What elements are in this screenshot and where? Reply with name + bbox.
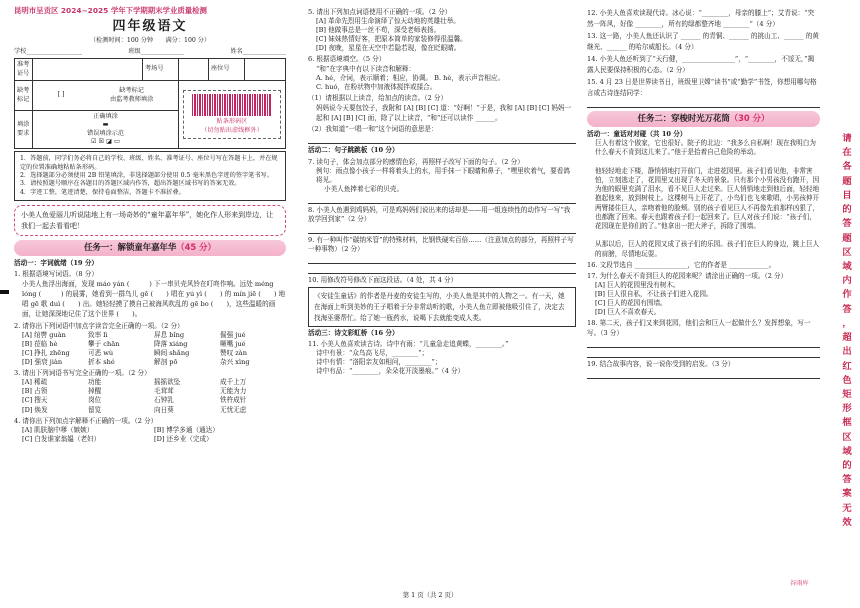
q3-options xyxy=(14,378,286,414)
zkz-label: 准考证号 xyxy=(15,59,33,81)
q18-answer-2[interactable] xyxy=(587,349,820,358)
q3-option-2: 摇摇欲坠 xyxy=(154,378,181,387)
q19-answer[interactable] xyxy=(587,370,820,379)
q2-option-11: 赞叹 zàn xyxy=(220,348,247,357)
q2-option-0[interactable]: [A] 绾辔 guàn xyxy=(22,330,66,339)
q4-title: 4. 请你出下列加点字解释不正确的一项。（2 分） xyxy=(14,416,158,425)
q9-answer-2[interactable] xyxy=(308,265,576,274)
name-label: 姓名 xyxy=(230,47,243,55)
q5-option-3[interactable]: [D] 夜晚，星星在天空中若隐若现，像在眨眼睛。 xyxy=(316,44,461,53)
page-title: 四年级语文 xyxy=(112,19,188,35)
q3-option-7: 无能为力 xyxy=(220,387,247,396)
q2-option-15: 杂兴 xìng xyxy=(220,358,250,367)
q11-line-d: 诗中有品：“________，朵朵花开淡墨痕。”（4 分） xyxy=(316,367,465,376)
q3-option-5: 掉醒 xyxy=(88,387,102,396)
q4-options xyxy=(14,426,286,444)
q7-answer[interactable] xyxy=(308,195,576,204)
q2-option-2: 屏息 bǐng xyxy=(154,330,185,339)
barcode-note: （切勿贴出虚线框外） xyxy=(201,126,263,134)
q17-option-3[interactable]: [D] 巨人不喜欢春天。 xyxy=(595,308,661,317)
q10-title: 10. 用修改符号修改下面这段话。（4 处，共 4 分） xyxy=(308,276,458,285)
q5-option-2[interactable]: [C] 妹妹热情好客，把原本简单的家装修得很温馨。 xyxy=(316,35,467,44)
q7-title: 7. 读句子，体会加点部分的感情色彩，再照样子改写下面的句子。（2 分） xyxy=(308,157,524,166)
q10-passage: 《安徒生童话》的作者是丹麦的安徒生写的，小美人鱼是其中的人物之一。有一天，她在海面上听到美妙的王子唱着于分非常动听的歌，小美人鱼立即被他吸引住了，决定去找海巫婆帮忙。给了她一瓶药水，说喝下去就能变成人类。 xyxy=(308,287,576,327)
q4-option-1[interactable]: [B] 博学多通（通达） xyxy=(154,425,219,434)
task1-points: （45 分） xyxy=(176,242,216,253)
q1-text: 小美人鱼浮出海面，发现 máo yán ( ) 下一串贝壳风铃在叮咚作响。远处 méng lóng ( ) 的晨雾，她看到一群鸟儿 gē ( ) 唱在 yú yì ( ) 的 mín jiē ( ) 地唱 gē 歌 duì ( ) 出。她轻轻摸了摸自己被海风吹乱的 gē bo ( )，这些温暖的画面，让她深深地记住了这个世界 ( )。 xyxy=(22,279,286,319)
q3-option-15: 无忧无虑 xyxy=(220,405,247,414)
class-label: 班级 xyxy=(128,47,141,55)
act4-title: 活动一：童话对对碰（共 10 分） xyxy=(587,129,687,138)
q15-answer[interactable] xyxy=(587,99,820,108)
column-1 xyxy=(14,6,286,444)
brand-logo: 谷雨库 xyxy=(790,580,809,587)
side-notice: 请 在 各 题 目 的 答 题 区 域 内 作 答 ， 超 出 红 色 矩 形 框 区 域 的 答 案 无 效 xyxy=(842,133,852,528)
barcode-icon xyxy=(192,94,272,116)
q19-title: 19. 结合故事内容，说一说你受到的启发。（3 分） xyxy=(587,359,735,368)
q5-option-1[interactable]: [B] 他做事总是一丝不苟，深受老师表扬。 xyxy=(316,26,441,35)
q3-title: 3. 请出下列词语书写完全正确的一项。（2 分） xyxy=(14,369,151,378)
exam-rules: 1．答题前，同学们务必将自己的学校、班级、姓名、准考证号、座位号写在答题卡上，并在规定的位置准确地粘贴条形码。 2．选择题部分必须使用 2B 铅笔填涂，非选择题部分使用 0.5 毫米黑色字迹的签字笔书写。 3．请按照题号顺序在各题目的答题区域内作答，超出答题区域书写的答案无效。 4．字迹工整，笔迹清楚，保持卷面整洁，答题卡不准折叠。 xyxy=(14,151,286,201)
q2-option-4[interactable]: [B] 莅临 hè xyxy=(22,339,58,348)
q14-title: 14. 小美人鱼还听到了“天行健，________________”，“________，不馁无，”揭露人民要保持积极的心态。（2 分） xyxy=(587,55,815,74)
q17-options xyxy=(587,281,820,317)
act3-title: 活动三：诗文彩虹桥（16 分） xyxy=(308,329,399,338)
q2-option-10: 瞬间 shǎng xyxy=(154,348,190,357)
wrong-glyph: ☑ ☒ ◪ ▭ xyxy=(91,138,120,146)
task1-banner xyxy=(14,240,286,256)
q3-option-4[interactable]: [B] 占领 xyxy=(22,387,48,396)
alignment-marker xyxy=(0,290,9,294)
wrong-label: 错误填涂示范 xyxy=(86,129,125,137)
q5-option-0[interactable]: [A] 革命先烈用生命演绎了惊天动地的英雄壮举。 xyxy=(316,17,460,26)
q9-title: 9. 有一种叫作“碳纳米管”的特殊材料，比钢铁硬实百倍……（注意加点的部分，再照样子写一种事物）（2 分） xyxy=(308,236,574,254)
q3-option-11: 铁杵成针 xyxy=(220,396,247,405)
q1-title: 1. 根据语境写词语。（8 分） xyxy=(14,269,98,278)
q5-title: 5. 请出下列加点词语使用不正确的一项。（2 分） xyxy=(308,8,452,16)
q3-option-12[interactable]: [D] 焕发 xyxy=(22,405,48,414)
act1-title: 活动一：字词就绪（19 分） xyxy=(14,258,99,267)
task1-title: 任务一：解锁童年嘉年华 xyxy=(84,242,177,253)
correct-glyph: ▬ xyxy=(102,121,109,129)
q16-title: 16. 文段节选自 ________________，它的作者是 ____________。 xyxy=(587,260,776,269)
q8-answer[interactable] xyxy=(308,225,576,234)
page-footer: 第 1 页（共 2 页） xyxy=(402,591,458,599)
q13-title: 13. 这一路，小美人鱼还认识了 ______ 的青铜、______ 的挑山工、______ 的黄继光、______ 的哈尔威船长。（4 分） xyxy=(587,32,819,51)
q2-options xyxy=(14,331,286,367)
q5-options xyxy=(308,17,576,53)
q2-option-5: 攀于 chān xyxy=(88,339,120,348)
tutu-label: 填涂要求 xyxy=(15,111,33,149)
q17-option-1[interactable]: [B] 巨人很自私，不让孩子们进入花园。 xyxy=(595,290,713,299)
q7-text: 例句：雨点像小孩子一样将着头上的水，用手抹一下眼睛和鼻子，“嘿里吹着气，要看鸽将见。 xyxy=(316,166,570,184)
q11-title: 11. 小美人鱼喜欢读古诗。诗中有雨：“儿童急走追黄蝶，________。” xyxy=(308,340,509,349)
q8-title: 8. 小美人鱼遇到鸡妈妈，可是鸡妈妈们说出来的话却是——用一组连续性的动作写一写“我放学回到家”（2 分） xyxy=(308,205,571,224)
quekao-label: 缺考标记 xyxy=(15,81,33,111)
q3-option-1: 功能 xyxy=(88,378,102,387)
q17-title: 17. 为什么春天不肯到巨人的花园来呢？请涂出正确的一项。（2 分） xyxy=(587,272,788,280)
school-label: 学校 xyxy=(14,47,27,55)
q17-option-0[interactable]: [A] 巨人的花园里没有树木。 xyxy=(595,281,680,290)
task2-points: （30 分） xyxy=(729,113,770,124)
info-table xyxy=(14,58,286,149)
barcode-area xyxy=(179,81,286,149)
exam-meta: （检测时间：100 分钟 满分：100 分） xyxy=(89,37,211,45)
student-info-line: 学校__________________ 班级______________ 姓名______________ xyxy=(14,47,286,55)
column-2 xyxy=(308,6,576,377)
column-3 xyxy=(587,6,820,380)
q12-title: 12. 小美人鱼喜欢读现代诗。冰心说：“________，母亲的膝上”；艾青说：“突然一阵风，好像 ________，所有的绿都整齐地 ________”（4 分） xyxy=(587,9,815,28)
exam-header: 昆明市呈贡区 2024~2025 学年下学期期末学业质量检测 xyxy=(14,6,207,15)
q3-option-3: 成千上万 xyxy=(220,378,247,387)
q6-title: 6. 根据语境填空。（5 分） xyxy=(308,55,386,64)
zwh-label: 座位号 xyxy=(209,59,245,81)
q9-answer-1[interactable] xyxy=(308,255,576,264)
quekao-checkbox[interactable]: [ ] xyxy=(57,91,65,99)
q2-option-7: 噘嘴 jué xyxy=(220,339,246,348)
zwh-field[interactable] xyxy=(245,59,286,81)
correct-label: 正确填涂 xyxy=(93,112,118,120)
q18-answer-1[interactable] xyxy=(587,339,820,348)
q2-option-14: 解剖 pō xyxy=(154,358,178,367)
q2-option-6: 降落 xiáng xyxy=(154,339,188,348)
q2-title: 2. 请你出下列词语中加点字读音完全正确的一项。（2 分） xyxy=(14,321,184,330)
q18-title: 18. 第二天，孩子们又来到花园，他们会和巨人一起做什么？发挥想象，写一写。（3 分） xyxy=(587,319,811,337)
q3-option-14: 向日葵 xyxy=(154,405,174,414)
q2-option-8[interactable]: [C] 挣扎 zhēng xyxy=(22,348,70,357)
q7-sub: 小美人鱼捧着七彩的贝壳。 xyxy=(324,184,404,193)
q17-option-2[interactable]: [C] 巨人的花园有围墙。 xyxy=(595,299,667,308)
kch-label: 考场号 xyxy=(143,59,179,81)
q3-option-9: 岗位 xyxy=(88,396,102,405)
q3-option-13: 留览 xyxy=(88,405,102,414)
q6-2-title: （2）我知道“一唱一和”这个词语的意思是： xyxy=(308,125,438,134)
quekao-note: 缺考标记 由监考教师填涂 xyxy=(109,87,154,103)
q2-option-3: 倔强 jué xyxy=(220,330,246,339)
q3-option-0[interactable]: [A] 稀疏 xyxy=(22,378,48,387)
q6-1-title: （1）请根据以上读音，给加点的读音。（2 分） xyxy=(308,93,448,102)
kch-field[interactable] xyxy=(179,59,209,81)
q11-line-c: 诗中有情：“洛阳亲友如相问，________”； xyxy=(316,358,442,367)
q3-option-10: 石钟乳 xyxy=(154,396,174,405)
q11-line-b: 诗中有景：“众鸟高飞尽，________”； xyxy=(316,349,429,358)
q2-option-1: 致率 lì xyxy=(88,330,108,339)
q15-title: 15. 4 月 23 日是世界读书日，班级里卫嫦“读书”或“勤学”书签，你想用哪句格言或古诗连结同学： xyxy=(587,78,817,97)
task2-banner xyxy=(587,111,820,127)
zkz-field[interactable] xyxy=(33,59,143,81)
q3-option-8[interactable]: [C] 搜天 xyxy=(22,396,48,405)
story-passage: 巨人有着这个傲家，它也很好。院子的北边：“我多么自私啊！现在我明白为什么春天不肯到这儿来了。”他于是拾着自己危险的举动。 他轻轻地走下楼，静悄悄地打开前门，走进花园里。孩子们看见他，非常害怕，立刻逃走了，花园里又出现了冬天的景象。只有那个小男孩没有跑开，因为他的眼里充满了泪水，看不见巨人走过来。巨人悄悄地走到他后面，轻轻地抱起他来，放到树枝上。这棵树马上开花了，小鸟们也飞来歌唱，小男孩伸开两臂搂住巨人，亲吻着他的脸颊。别的孩子看见巨人不再像先前那样凶狠了，也都跑了回来。春天也跟着孩子们一起回来了。巨人对孩子们说：“孩子们，花园现在是你们的了。”他拿出一把大斧子，拆除了围墙。 从那以后，巨人的花园又成了孩子们的乐园。孩子们在巨人的身边，跳上巨人的肩膀，尽情地玩耍。 xyxy=(595,139,820,258)
intro-box: 小美人鱼爱丽儿听说陆地上有一场奇妙的“童年嘉年华”，她化作人形来到岸边，让我们一起去看看吧！ xyxy=(14,205,286,236)
q4-option-3[interactable]: [D] 还乡业（完成） xyxy=(154,434,213,443)
q2-option-9: 可恶 wù xyxy=(88,348,114,357)
q6-2-answer[interactable] xyxy=(308,135,576,144)
q4-option-0[interactable]: [A] 肌肤脑中嗲（嫉嫉） xyxy=(22,425,94,434)
q6-1-text: 妈妈说今天要包饺子，我附和 [A] [B] [C] 道：“好啊！”于是，我和 [A] [B] [C] 妈妈一起和 [A] [B] [C] 面，除了以上读音，“和”还可以读作 ______。 xyxy=(316,103,572,123)
act2-title: 活动二：句子跳跳板（10 分） xyxy=(308,146,399,155)
q6-definitions: A. hé，介词，表示顺着；相应，协调。 B. hè，表示声音相应。 C. huó，在粉状物中加液体搅拌或揉合。 xyxy=(316,73,505,91)
q6-text: “和”在字典中有以下读音和解释： xyxy=(316,64,416,73)
barcode-label: 贴条形码区 xyxy=(216,118,248,126)
q4-option-2[interactable]: [C] 白发谁家翁媪（老妇） xyxy=(22,434,101,443)
q2-option-12[interactable]: [D] 强衰 jiàn xyxy=(22,358,63,367)
task2-title: 任务二：穿梭时光万花筒 xyxy=(637,113,730,124)
q3-option-6: 毛茸茸 xyxy=(154,387,174,396)
q2-option-13: 折本 shé xyxy=(88,358,115,367)
